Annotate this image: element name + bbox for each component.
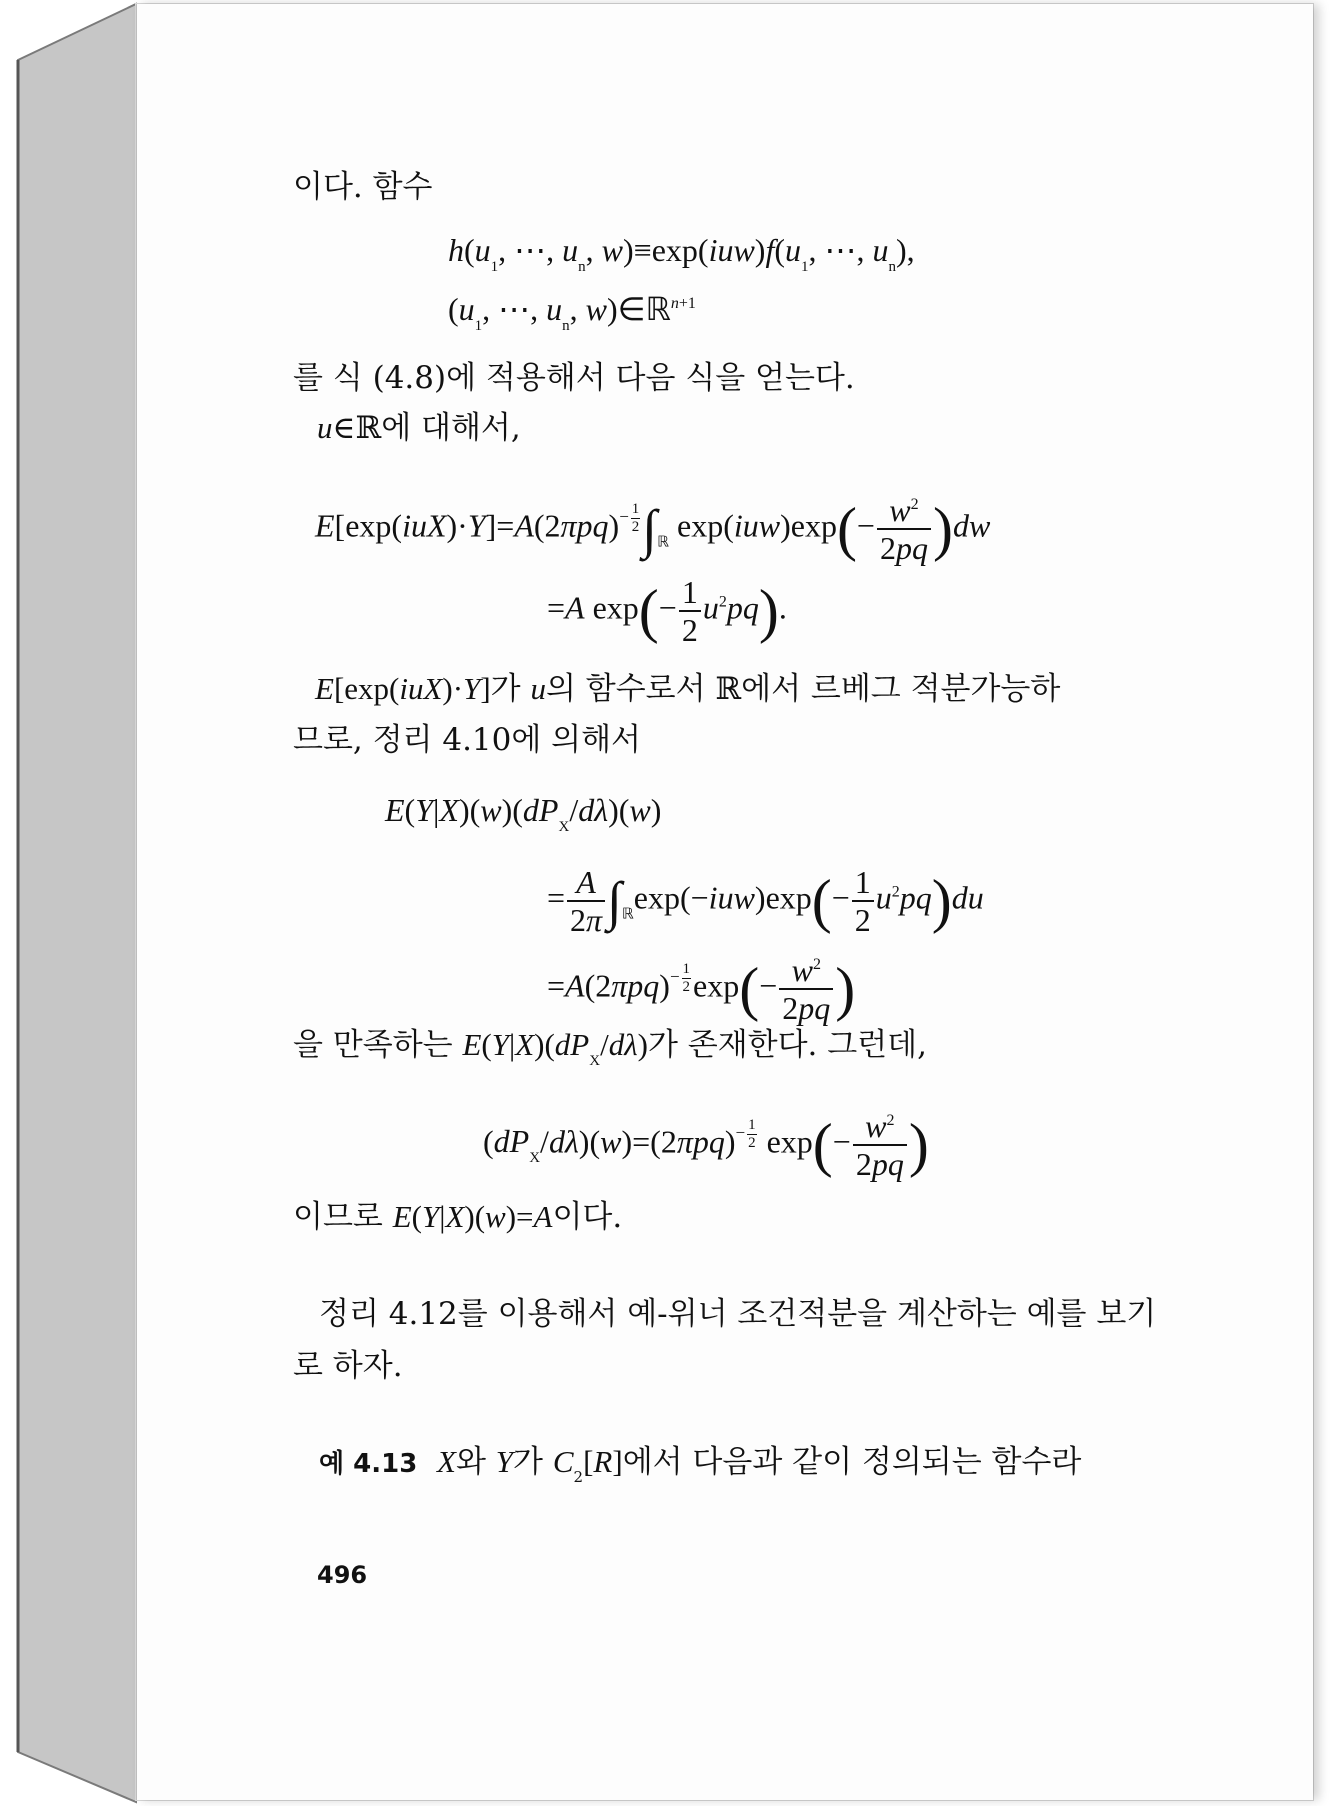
text-line-13: 을 만족하는 $E(Y|X)(dP_X/d\lambda)$가 존재한다. 그런데, [293, 1027, 927, 1069]
equation-h-definition: $h(u_1$, ⋯, $u_n$, $w)\equiv\exp(iuw)f(u_1$, ⋯, $u_n$), [448, 232, 915, 275]
book-page [136, 4, 1313, 1800]
text-line-9: 므로, 정리 4.10에 의해서 [293, 722, 642, 758]
text-line-1: 이다. 함수 [293, 169, 433, 205]
equation-expectation-result: =A exp(− $\frac{1}{2}$ $u^2pq$). [547, 574, 787, 648]
equation-domain: ($u_1$, ⋯, $u_n$, w)∈ℝ$^{n+1}$ [448, 291, 696, 334]
equation-fourier-inversion: = $\frac{A}{2\pi}$ $\int_ℝ\exp(-iuw)\exp(-$ $\frac{1}{2}$ $u^2pq)du$ [547, 864, 984, 938]
text-line-17: 로 하자. [293, 1348, 403, 1384]
example-label: 예 4.13 [319, 1449, 418, 1479]
text-line-5: u∈ℝ에 대해서, [317, 410, 521, 446]
example-heading-line: 예 4.13 X와 Y가 $C_2[R]$에서 다음과 같이 정의되는 함수라 [319, 1444, 1082, 1486]
page-number: 496 [317, 1561, 368, 1589]
text-line-16: 정리 4.12를 이용해서 예-위너 조건적분을 계산하는 예를 보기 [319, 1296, 1157, 1332]
text-line-8: E[exp(iuX)·Y]가 u의 함수로서 ℝ에서 르베그 적분가능하 [315, 671, 1061, 707]
text-line-15: 이므로 E(Y|X)(w)=A이다. [293, 1199, 623, 1235]
equation-density-result: $=A(2\pi pq)^{- \frac{1}{2}}$ exp(− $\frac{w^2}{2pq}$ ) [547, 952, 856, 1026]
equation-conditional-density: $E(Y|X)(w)(dP_X/d\lambda)(w)$ [385, 792, 662, 835]
equation-expectation-integral: $E[\exp(iuX)\cdot Y]=A(2\pi pq)^{- \frac{1}{2}}$ $\int_ℝ$ exp(iuw)exp(− $\frac{w^2}{2pq}$ )dw [315, 492, 991, 566]
equation-marginal-density: $(dP_X/d\lambda)(w)=(2\pi pq)^{- \frac{1}{2}}$ exp(− $\frac{w^2}{2pq}$ ) [483, 1108, 929, 1182]
text-line-4: 를 식 (4.8)에 적용해서 다음 식을 얻는다. [293, 360, 855, 396]
